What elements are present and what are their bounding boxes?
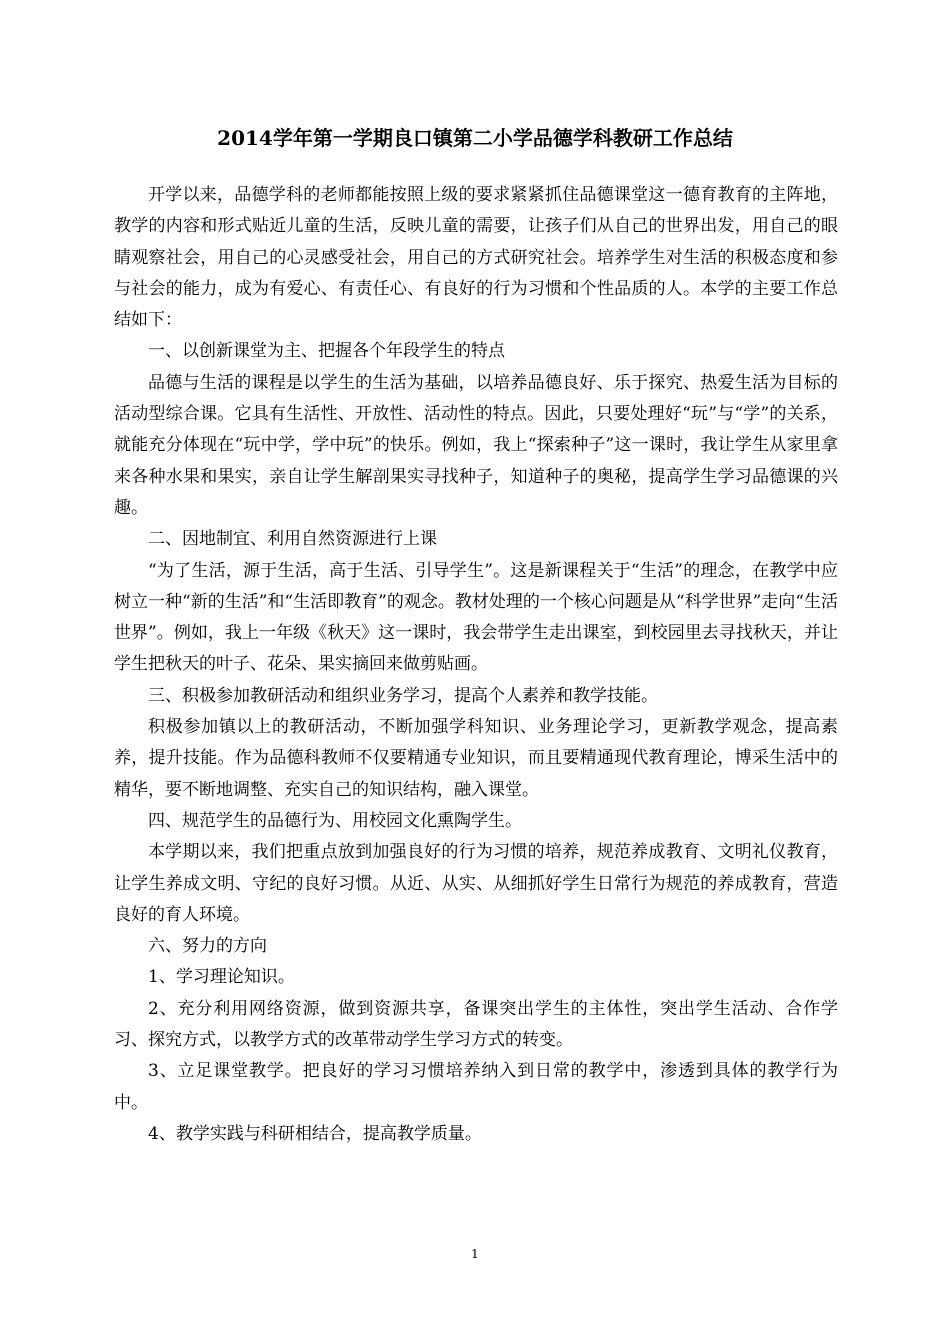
paragraph-intro: 开学以来，品德学科的老师都能按照上级的要求紧紧抓住品德课堂这一德育教育的主阵地，教学的内容和形式贴近儿童的生活，反映儿童的需要，让孩子们从自己的世界出发，用自己的眼睛观察社会，用自己的心灵感受社会，用自己的方式研究社会。培养学生对生活的积极态度和参与社会的能力，成为有爱心、有责任心、有良好的行为习惯和个性品质的人。本学的主要工作总结如下： (114, 185, 838, 331)
paragraph-section-2: “为了生活，源于生活，高于生活、引导学生”。这是新课程关于“生活”的理念，在教学中应树立一种“新的生活”和“生活即教育”的观念。教材处理的一个核心问题是从“科学世界”走向“生活世界”。例如，我上一年级《秋天》这一课时，我会带学生走出课室，到校园里去寻找秋天，并让学生把秋天的叶子、花朵、果实摘回来做剪贴画。 (114, 560, 838, 675)
list-item-4: 4、教学实践与科研相结合，提高教学质量。 (148, 1123, 482, 1144)
heading-section-3: 三、积极参加教研活动和组织业务学习，提高个人素养和教学技能。 (148, 685, 658, 706)
paragraph-section-3: 积极参加镇以上的教研活动，不断加强学科知识、业务理论学习，更新教学观念，提高素养，提升技能。作为品德科教师不仅要精通专业知识，而且要精通现代教育理论，博采生活中的精华，要不断地调整、充实自己的知识结构，融入课堂。 (114, 717, 838, 800)
document-body (114, 180, 838, 1150)
list-item-1: 1、学习理论知识。 (148, 967, 295, 988)
heading-section-6: 六、努力的方向 (148, 936, 267, 957)
list-item-3: 3、立足课堂教学。把良好的学习习惯培养纳入到日常的教学中，渗透到具体的教学行为中。 (114, 1061, 838, 1113)
heading-section-4: 四、规范学生的品德行为、用校园文化熏陶学生。 (148, 810, 522, 831)
heading-section-1: 一、以创新课堂为主、把握各个年段学生的特点 (148, 341, 505, 362)
document-title: 2014学年第一学期良口镇第二小学品德学科教研工作总结 (217, 126, 733, 150)
paragraph-section-4: 本学期以来，我们把重点放到加强良好的行为习惯的培养，规范养成教育、文明礼仪教育，让学生养成文明、守纪的良好习惯。从近、从实、从细抓好学生日常行为规范的养成教育，营造良好的育人环境。 (114, 842, 838, 925)
page-number: 1 (471, 1247, 479, 1261)
heading-section-2: 二、因地制宜、利用自然资源进行上课 (148, 529, 437, 550)
paragraph-section-1: 品德与生活的课程是以学生的生活为基础，以培养品德良好、乐于探究、热爱生活为目标的活动型综合课。它具有生活性、开放性、活动性的特点。因此，只要处理好“玩”与“学”的关系，就能充分体现在“玩中学，学中玩”的快乐。例如，我上“探索种子”这一课时，我让学生从家里拿来各种水果和果实，亲自让学生解剖果实寻找种子，知道种子的奥秘，提高学生学习品德课的兴趣。 (114, 372, 838, 518)
list-item-2: 2、充分利用网络资源，做到资源共享，备课突出学生的主体性，突出学生活动、合作学习、探究方式，以教学方式的改革带动学生学习方式的转变。 (114, 998, 838, 1051)
